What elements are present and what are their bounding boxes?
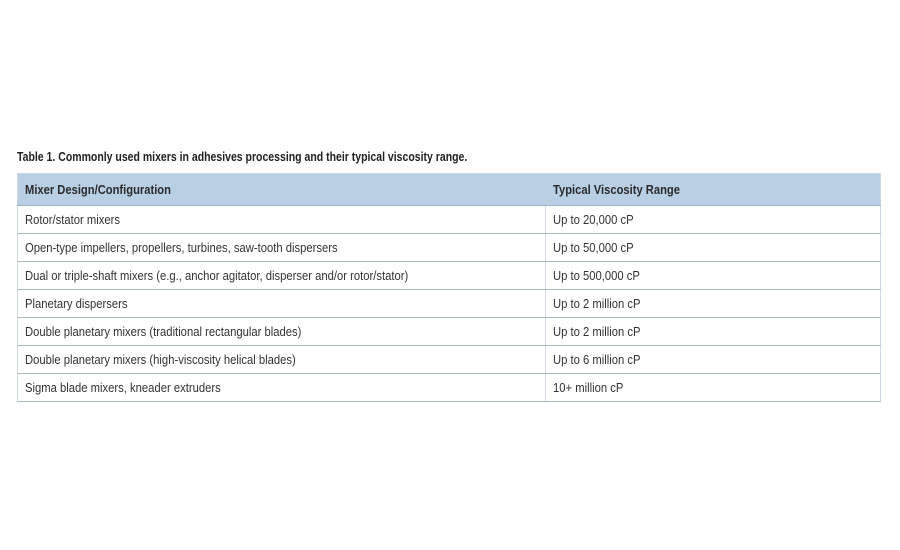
table-body — [18, 206, 881, 402]
mixer-design-cell — [18, 234, 546, 262]
viscosity-range-text: Up to 50,000 cP — [553, 240, 634, 255]
mixer-design-cell — [18, 206, 546, 234]
table-row — [18, 346, 881, 374]
viscosity-range-text: Up to 6 million cP — [553, 352, 641, 367]
mixer-design-text: Open-type impellers, propellers, turbines, saw-tooth dispersers — [25, 240, 338, 255]
column-header-viscosity-range-label: Typical Viscosity Range — [552, 182, 680, 197]
mixer-design-text: Rotor/stator mixers — [25, 212, 121, 227]
viscosity-range-cell — [546, 234, 881, 262]
mixer-design-text: Double planetary mixers (high-viscosity helical blades) — [25, 352, 296, 367]
mixer-design-text: Planetary dispersers — [25, 296, 128, 311]
mixer-design-text: Sigma blade mixers, kneader extruders — [25, 380, 221, 395]
viscosity-range-cell — [546, 206, 881, 234]
viscosity-range-text: Up to 20,000 cP — [553, 212, 634, 227]
viscosity-range-cell — [546, 262, 881, 290]
column-header-viscosity-range — [546, 174, 881, 206]
mixer-design-cell — [18, 290, 546, 318]
mixer-design-cell — [18, 262, 546, 290]
mixer-table-container — [17, 173, 880, 402]
header-row — [18, 174, 881, 206]
mixer-design-text: Double planetary mixers (traditional rectangular blades) — [25, 324, 302, 339]
viscosity-range-cell — [546, 346, 881, 374]
viscosity-range-cell — [546, 318, 881, 346]
viscosity-range-text: Up to 2 million cP — [553, 324, 641, 339]
table-row — [18, 206, 881, 234]
viscosity-range-cell — [546, 374, 881, 402]
table-row — [18, 318, 881, 346]
mixer-viscosity-table — [17, 173, 881, 402]
viscosity-range-text: Up to 2 million cP — [553, 296, 641, 311]
column-header-mixer-design-label: Mixer Design/Configuration — [25, 182, 171, 197]
mixer-design-cell — [18, 318, 546, 346]
viscosity-range-text: 10+ million cP — [553, 380, 624, 395]
column-header-mixer-design — [18, 174, 546, 206]
table-row — [18, 234, 881, 262]
viscosity-range-text: Up to 500,000 cP — [553, 268, 640, 283]
table-row — [18, 290, 881, 318]
table-header — [18, 174, 881, 206]
table-row — [18, 262, 881, 290]
mixer-design-text: Dual or triple-shaft mixers (e.g., anchor agitator, disperser and/or rotor/stator) — [25, 268, 409, 283]
viscosity-range-cell — [546, 290, 881, 318]
mixer-design-cell — [18, 346, 546, 374]
table-caption: Table 1. Commonly used mixers in adhesives processing and their typical viscosity range. — [17, 150, 468, 164]
table-row — [18, 374, 881, 402]
mixer-design-cell — [18, 374, 546, 402]
